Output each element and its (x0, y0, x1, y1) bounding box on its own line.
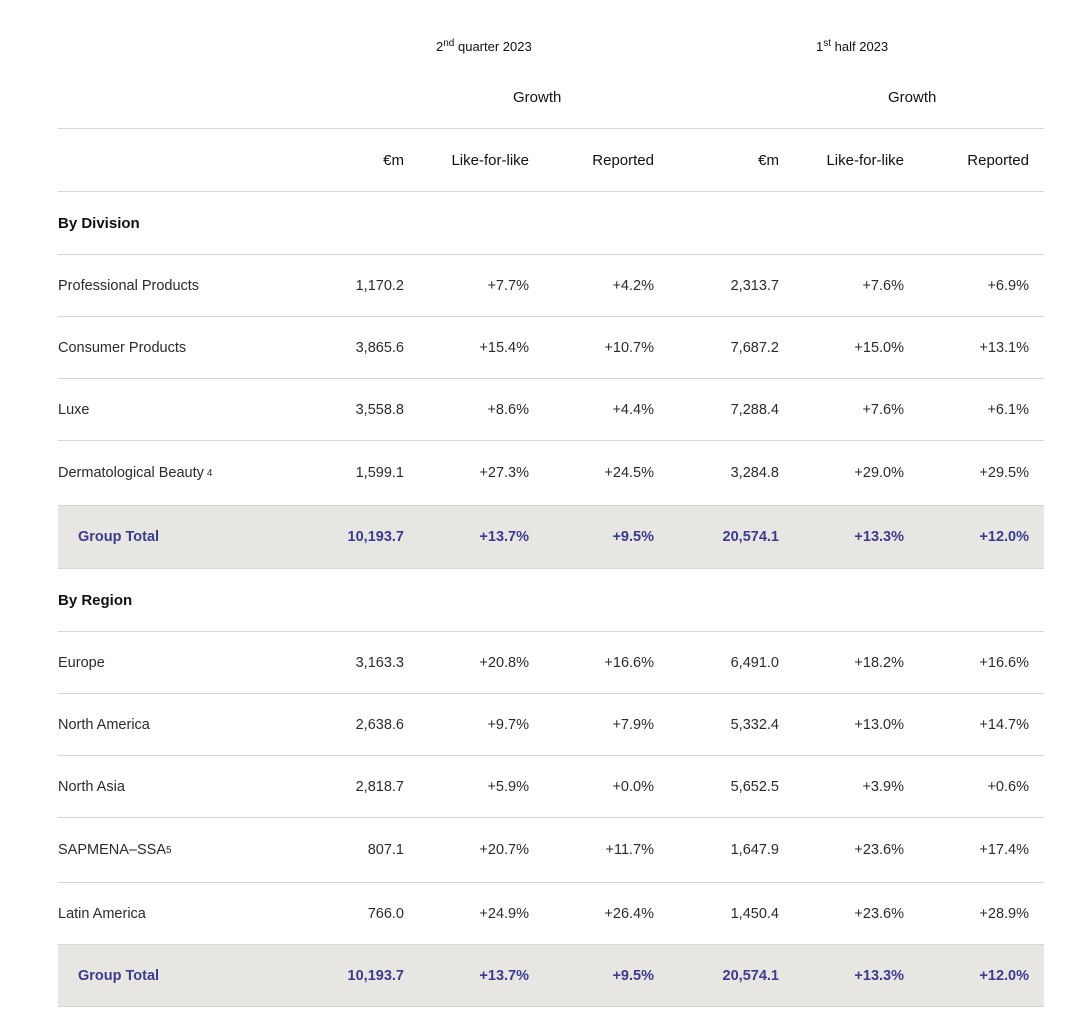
q2-ordinal-suffix: nd (443, 38, 455, 49)
value-cell: +11.7% (605, 842, 654, 858)
table-row (58, 631, 1044, 693)
total-value: +9.5% (612, 967, 654, 984)
section-title: By Region (58, 591, 133, 609)
value-cell: +14.7% (979, 716, 1029, 733)
footnote-marker: 4 (206, 467, 213, 479)
value-cell: +16.6% (979, 654, 1029, 671)
row-label (58, 379, 89, 440)
sales-table (58, 128, 1044, 1007)
total-value: 20,574.1 (722, 529, 779, 545)
row-label (58, 694, 150, 755)
value-cell: 6,491.0 (730, 654, 779, 671)
value-cell: 1,450.4 (730, 905, 779, 922)
value-cell: +6.1% (987, 401, 1029, 418)
value-cell: 3,865.6 (355, 339, 404, 356)
row-label-text: Latin America (58, 905, 146, 922)
row-label-text: Consumer Products (58, 339, 187, 356)
value-cell: 5,332.4 (730, 716, 779, 733)
group-total-row-division (58, 505, 1044, 568)
col-header-h1-eur-m: €m (758, 151, 779, 169)
value-cell: +18.2% (854, 654, 904, 671)
value-cell: +26.4% (604, 905, 654, 922)
table-row (58, 316, 1044, 378)
value-cell: +15.4% (479, 339, 529, 356)
section-by-division (58, 191, 1044, 254)
period-header-h1-2023 (816, 38, 888, 54)
table-row (58, 440, 1044, 505)
total-value: +13.7% (479, 529, 529, 545)
value-cell: +13.1% (979, 339, 1029, 356)
value-cell: +16.6% (604, 654, 654, 671)
value-cell: 7,687.2 (730, 339, 779, 356)
h1-period-text: half 2023 (834, 39, 889, 54)
col-header-q2-eur-m: €m (383, 151, 404, 169)
value-cell: +27.3% (479, 465, 529, 481)
value-cell: 7,288.4 (730, 401, 779, 418)
value-cell: +20.8% (479, 654, 529, 671)
growth-label-h1: Growth (888, 89, 937, 106)
table-row (58, 378, 1044, 440)
col-header-h1-reported: Reported (967, 151, 1029, 169)
value-cell: 807.1 (367, 842, 404, 858)
value-cell: +15.0% (854, 339, 904, 356)
column-header-row (58, 128, 1044, 191)
h1-ordinal-suffix: st (823, 38, 832, 49)
footnote-marker: 5 (166, 844, 172, 856)
value-cell: +7.6% (862, 277, 904, 294)
row-label-text: Professional Products (58, 277, 200, 294)
table-row (58, 693, 1044, 755)
table-row (58, 755, 1044, 817)
row-label (58, 317, 186, 378)
total-label: Group Total (78, 529, 160, 545)
period-header-q2-2023 (436, 38, 532, 54)
value-cell: 2,638.6 (355, 716, 404, 733)
value-cell: 766.0 (367, 905, 404, 922)
value-cell: +7.7% (487, 277, 529, 294)
total-value: +12.0% (979, 967, 1029, 984)
row-label (58, 756, 125, 817)
value-cell: 5,652.5 (730, 778, 779, 795)
value-cell: +8.6% (487, 401, 529, 418)
section-by-region (58, 568, 1044, 631)
total-value: +9.5% (612, 529, 654, 545)
value-cell: +0.6% (987, 778, 1029, 795)
value-cell: +13.0% (854, 716, 904, 733)
value-cell: +23.6% (854, 842, 904, 858)
row-label (58, 632, 105, 693)
row-label-text: North America (58, 716, 150, 733)
value-cell: +24.5% (604, 465, 654, 481)
row-label (58, 255, 199, 316)
group-total-row-region (58, 944, 1044, 1007)
value-cell: 2,818.7 (355, 778, 404, 795)
row-label (58, 883, 146, 944)
total-value: +13.3% (854, 967, 904, 984)
value-cell: 3,284.8 (730, 465, 779, 481)
row-label-text: SAPMENA–SSA (58, 842, 166, 858)
total-value: +13.7% (479, 967, 529, 984)
value-cell: +7.9% (612, 716, 654, 733)
total-value: 20,574.1 (722, 967, 779, 984)
total-value: 10,193.7 (347, 967, 404, 984)
value-cell: +24.9% (479, 905, 529, 922)
row-label (58, 441, 212, 505)
value-cell: 3,163.3 (355, 654, 404, 671)
col-header-h1-like-for-like: Like-for-like (826, 151, 904, 169)
value-cell: +0.0% (612, 778, 654, 795)
value-cell: +29.0% (854, 465, 904, 481)
value-cell: +5.9% (487, 778, 529, 795)
col-header-q2-reported: Reported (592, 151, 654, 169)
value-cell: +4.2% (612, 277, 654, 294)
row-label-text: Europe (58, 654, 105, 671)
value-cell: +20.7% (479, 842, 529, 858)
q2-period-text: quarter 2023 (457, 39, 532, 54)
value-cell: +7.6% (862, 401, 904, 418)
q2-ordinal: 2 (436, 39, 444, 54)
total-label: Group Total (78, 967, 160, 984)
value-cell: 2,313.7 (730, 277, 779, 294)
total-value: 10,193.7 (347, 529, 404, 545)
value-cell: +9.7% (487, 716, 529, 733)
table-row (58, 882, 1044, 944)
total-value: +12.0% (979, 529, 1029, 545)
row-label-text: North Asia (58, 778, 125, 795)
row-label-text: Dermatological Beauty (58, 465, 204, 481)
value-cell: +6.9% (987, 277, 1029, 294)
h1-ordinal: 1 (816, 39, 824, 54)
row-label (58, 818, 172, 882)
value-cell: 1,170.2 (355, 277, 404, 294)
value-cell: +23.6% (854, 905, 904, 922)
row-label-text: Luxe (58, 401, 90, 418)
value-cell: 1,599.1 (355, 465, 404, 481)
value-cell: 1,647.9 (730, 842, 779, 858)
section-title: By Division (58, 214, 140, 232)
value-cell: +28.9% (979, 905, 1029, 922)
value-cell: 3,558.8 (355, 401, 404, 418)
col-header-q2-like-for-like: Like-for-like (451, 151, 529, 169)
value-cell: +4.4% (612, 401, 654, 418)
total-value: +13.3% (854, 529, 904, 545)
value-cell: +29.5% (979, 465, 1029, 481)
growth-label-q2: Growth (513, 89, 562, 106)
table-row (58, 254, 1044, 316)
table-row (58, 817, 1044, 882)
value-cell: +17.4% (979, 842, 1029, 858)
value-cell: +3.9% (862, 778, 904, 795)
value-cell: +10.7% (604, 339, 654, 356)
